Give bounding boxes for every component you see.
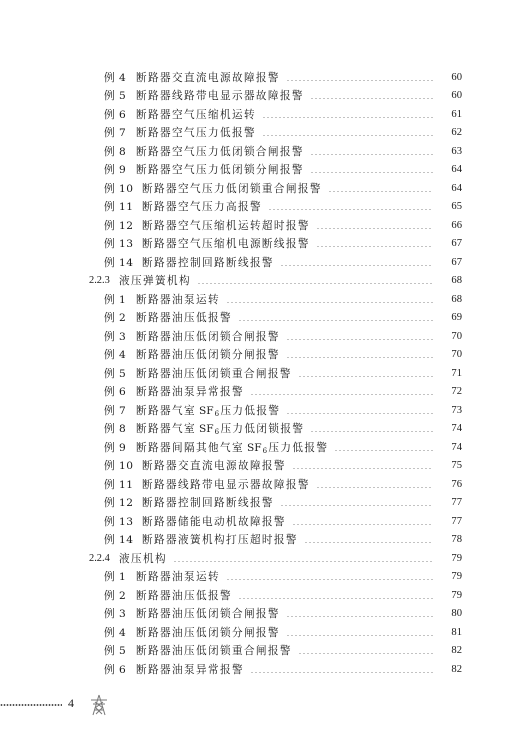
toc-dot-leader — [286, 635, 433, 636]
toc-page-number: 75 — [451, 460, 462, 472]
toc-dot-leader — [262, 117, 433, 118]
toc-dot-leader — [298, 376, 433, 377]
toc-entry-title-suffix: 压力低报警 — [220, 404, 281, 417]
toc-entry-number: 例 3 — [104, 608, 127, 621]
toc-entry[interactable] — [0, 475, 530, 494]
toc-entry[interactable] — [0, 253, 530, 272]
toc-entry-title: 断路器控制回路断线报警 — [142, 497, 274, 510]
toc-entry-number: 例 5 — [104, 645, 127, 658]
toc-entry-number: 例 11 — [104, 478, 134, 491]
sf6-subscript: 6 — [214, 409, 221, 418]
toc-entry-number: 例 3 — [104, 330, 127, 343]
toc-entry-title: 断路器油压低报警 — [136, 589, 232, 602]
toc-entry-number: 例 6 — [104, 663, 127, 676]
transmission-tower-icon — [90, 694, 108, 720]
sf6-subscript: 6 — [214, 428, 221, 437]
toc-entry[interactable] — [0, 512, 530, 531]
toc-dot-leader — [238, 598, 433, 599]
toc-page-number: 69 — [451, 312, 462, 324]
toc-entry-title: 断路器线路带电显示器故障报警 — [142, 478, 310, 491]
toc-dot-leader — [316, 228, 433, 229]
toc-entry-number: 例 11 — [104, 201, 134, 214]
toc-entry-number: 例 4 — [104, 349, 127, 362]
toc-entry-number: 例 7 — [104, 127, 127, 140]
toc-entry-title: 断路器空气压力低报警 — [136, 127, 256, 140]
toc-page-number: 82 — [451, 663, 462, 675]
toc-entry-title — [136, 440, 328, 455]
toc-page-number: 76 — [451, 478, 462, 490]
toc-entry-title-suffix: 压力低闭锁报警 — [220, 423, 305, 436]
toc-entry-number: 例 6 — [104, 386, 127, 399]
toc-entry-number: 例 13 — [104, 238, 134, 251]
toc-entry-title: 断路器空气压力低闭锁重合闸报警 — [142, 182, 322, 195]
toc-entry-title: 断路器油压低闭锁分闸报警 — [136, 349, 280, 362]
toc-entry-title: 液压机构 — [119, 552, 167, 565]
toc-entry-title: 断路器空气压缩机运转 — [136, 108, 256, 121]
toc-entry-number: 例 2 — [104, 589, 127, 602]
toc-entry[interactable] — [0, 586, 530, 605]
toc-entry-number: 例 12 — [104, 219, 134, 232]
toc-entry-title-prefix: 断路器气室 — [136, 404, 196, 417]
toc-entry-number: 例 10 — [104, 460, 134, 473]
toc-entry[interactable] — [0, 290, 530, 309]
toc-section-heading[interactable] — [0, 549, 530, 568]
toc-page-number: 61 — [451, 108, 462, 120]
toc-entry-number: 例 1 — [104, 293, 127, 306]
toc-dot-leader — [304, 542, 433, 543]
toc-dot-leader — [280, 505, 433, 506]
toc-dot-leader — [292, 524, 433, 525]
toc-dot-leader — [286, 616, 433, 617]
toc-dot-leader — [286, 357, 433, 358]
toc-entry-number: 例 1 — [104, 571, 127, 584]
toc-page-number: 81 — [451, 626, 462, 638]
toc-page-number: 68 — [451, 275, 462, 287]
toc-entry-title: 断路器油泵异常报警 — [136, 386, 244, 399]
toc-entry-title: 断路器油泵运转 — [136, 293, 220, 306]
toc-page-number: 72 — [451, 386, 462, 398]
toc-entry-number: 例 12 — [104, 497, 134, 510]
footer-dotted-rule — [0, 704, 62, 706]
table-of-contents — [0, 68, 530, 679]
toc-page-number: 60 — [451, 71, 462, 83]
toc-dot-leader — [286, 80, 433, 81]
toc-entry-title: 断路器油泵异常报警 — [136, 663, 244, 676]
toc-entry[interactable] — [0, 605, 530, 624]
toc-dot-leader — [280, 265, 433, 266]
toc-page-number: 70 — [451, 349, 462, 361]
toc-entry[interactable] — [0, 68, 530, 87]
toc-entry[interactable] — [0, 198, 530, 217]
toc-page-number: 82 — [451, 645, 462, 657]
toc-page-number: 78 — [451, 534, 462, 546]
toc-dot-leader — [316, 487, 433, 488]
toc-entry[interactable] — [0, 105, 530, 124]
toc-entry-number: 例 4 — [104, 71, 127, 84]
toc-page-number: 66 — [451, 219, 462, 231]
toc-dot-leader — [238, 320, 433, 321]
toc-dot-leader — [316, 246, 433, 247]
toc-dot-leader — [298, 653, 433, 654]
toc-entry-title: 断路器油压低闭锁重合闸报警 — [136, 367, 292, 380]
toc-entry-number: 例 5 — [104, 367, 127, 380]
toc-entry-title: 断路器油压低闭锁合闸报警 — [136, 608, 280, 621]
toc-page-number: 73 — [451, 404, 462, 416]
toc-page-number: 62 — [451, 127, 462, 139]
toc-dot-leader — [328, 191, 433, 192]
toc-dot-leader — [286, 413, 433, 414]
toc-entry[interactable] — [0, 568, 530, 587]
toc-entry-title: 断路器油泵运转 — [136, 571, 220, 584]
toc-entry-number: 例 5 — [104, 90, 127, 103]
toc-entry-title — [136, 403, 280, 418]
toc-entry-number: 2.2.3 — [89, 275, 110, 287]
toc-entry[interactable] — [0, 179, 530, 198]
toc-entry-number: 例 6 — [104, 108, 127, 121]
toc-page-number: 65 — [451, 201, 462, 213]
toc-dot-leader — [173, 561, 433, 562]
toc-entry-number: 例 2 — [104, 312, 127, 325]
toc-page-number: 77 — [451, 497, 462, 509]
toc-entry[interactable] — [0, 346, 530, 365]
toc-entry[interactable] — [0, 161, 530, 180]
toc-entry[interactable] — [0, 438, 530, 457]
toc-page-number: 67 — [451, 238, 462, 250]
toc-dot-leader — [250, 394, 433, 395]
toc-entry-title: 断路器空气压力低闭锁分闸报警 — [136, 164, 304, 177]
toc-entry-title: 液压弹簧机构 — [119, 275, 191, 288]
toc-entry-number: 例 14 — [104, 256, 134, 269]
toc-entry[interactable] — [0, 124, 530, 143]
toc-entry-title: 断路器油压低闭锁分闸报警 — [136, 626, 280, 639]
toc-entry[interactable] — [0, 531, 530, 550]
toc-entry-number: 例 4 — [104, 626, 127, 639]
toc-entry-title: 断路器油压低闭锁重合闸报警 — [136, 645, 292, 658]
toc-entry[interactable] — [0, 364, 530, 383]
toc-page-number: 60 — [451, 90, 462, 102]
toc-entry-number: 2.2.4 — [89, 552, 110, 564]
toc-entry-title: 断路器交直流电源故障报警 — [142, 460, 286, 473]
toc-dot-leader — [262, 135, 433, 136]
sf6-formula: SF — [246, 441, 262, 454]
toc-entry[interactable] — [0, 309, 530, 328]
toc-entry-title: 断路器控制回路断线报警 — [142, 256, 274, 269]
toc-dot-leader — [334, 450, 433, 451]
toc-dot-leader — [310, 154, 433, 155]
toc-page-number: 74 — [451, 423, 462, 435]
toc-dot-leader — [268, 209, 433, 210]
toc-dot-leader — [286, 339, 433, 340]
toc-entry[interactable] — [0, 642, 530, 661]
toc-entry[interactable] — [0, 235, 530, 254]
toc-entry-title: 断路器储能电动机故障报警 — [142, 515, 286, 528]
toc-page-number: 80 — [451, 608, 462, 620]
toc-entry-title: 断路器油压低报警 — [136, 312, 232, 325]
toc-entry[interactable] — [0, 327, 530, 346]
toc-entry-number: 例 9 — [104, 441, 127, 454]
toc-dot-leader — [310, 431, 433, 432]
toc-entry-number: 例 9 — [104, 164, 127, 177]
toc-entry-title: 断路器空气压力低闭锁合闸报警 — [136, 145, 304, 158]
toc-entry-title: 断路器空气压力高报警 — [142, 201, 262, 214]
toc-entry-title: 断路器油压低闭锁合闸报警 — [136, 330, 280, 343]
toc-entry-title: 断路器液簧机构打压超时报警 — [142, 534, 298, 547]
toc-entry[interactable] — [0, 401, 530, 420]
toc-entry[interactable] — [0, 216, 530, 235]
toc-entry-title-prefix: 断路器气室 — [136, 423, 196, 436]
toc-entry-number: 例 14 — [104, 534, 134, 547]
page-footer — [0, 694, 120, 716]
toc-entry-title: 断路器线路带电显示器故障报警 — [136, 90, 304, 103]
sf6-formula: SF — [198, 423, 214, 436]
toc-page-number: 63 — [451, 145, 462, 157]
toc-entry-title-prefix: 断路器间隔其他气室 — [136, 441, 244, 454]
toc-entry-number: 例 13 — [104, 515, 134, 528]
toc-dot-leader — [310, 98, 433, 99]
toc-entry[interactable] — [0, 457, 530, 476]
toc-page-number: 64 — [451, 182, 462, 194]
toc-entry-title-suffix: 压力低报警 — [268, 441, 329, 454]
toc-page-number: 79 — [451, 589, 462, 601]
toc-page-number: 68 — [451, 293, 462, 305]
footer-page-number: 4 — [68, 696, 74, 710]
toc-entry-number: 例 10 — [104, 182, 134, 195]
toc-dot-leader — [250, 672, 433, 673]
toc-dot-leader — [226, 579, 433, 580]
toc-page-number: 71 — [451, 367, 462, 379]
toc-entry-number: 例 8 — [104, 145, 127, 158]
toc-dot-leader — [197, 283, 433, 284]
toc-entry-number: 例 7 — [104, 404, 127, 417]
toc-page-number: 79 — [451, 571, 462, 583]
toc-page-number: 77 — [451, 515, 462, 527]
toc-entry-title — [136, 421, 304, 436]
toc-page-number: 64 — [451, 164, 462, 176]
toc-entry-number: 例 8 — [104, 423, 127, 436]
toc-entry[interactable] — [0, 383, 530, 402]
toc-page-number: 79 — [451, 552, 462, 564]
toc-entry[interactable] — [0, 142, 530, 161]
sf6-formula: SF — [198, 404, 214, 417]
toc-dot-leader — [292, 468, 433, 469]
toc-entry-title: 断路器空气压缩机运转超时报警 — [142, 219, 310, 232]
sf6-subscript: 6 — [262, 446, 269, 455]
toc-dot-leader — [310, 172, 433, 173]
toc-section-heading[interactable] — [0, 272, 530, 291]
toc-dot-leader — [226, 302, 433, 303]
toc-entry-title: 断路器交直流电源故障报警 — [136, 71, 280, 84]
toc-entry[interactable] — [0, 494, 530, 513]
toc-entry[interactable] — [0, 660, 530, 679]
toc-page-number: 67 — [451, 256, 462, 268]
toc-entry-title: 断路器空气压缩机电源断线报警 — [142, 238, 310, 251]
toc-page-number: 70 — [451, 330, 462, 342]
toc-entry[interactable] — [0, 623, 530, 642]
toc-page-number: 74 — [451, 441, 462, 453]
toc-entry[interactable] — [0, 420, 530, 439]
toc-entry[interactable] — [0, 87, 530, 106]
